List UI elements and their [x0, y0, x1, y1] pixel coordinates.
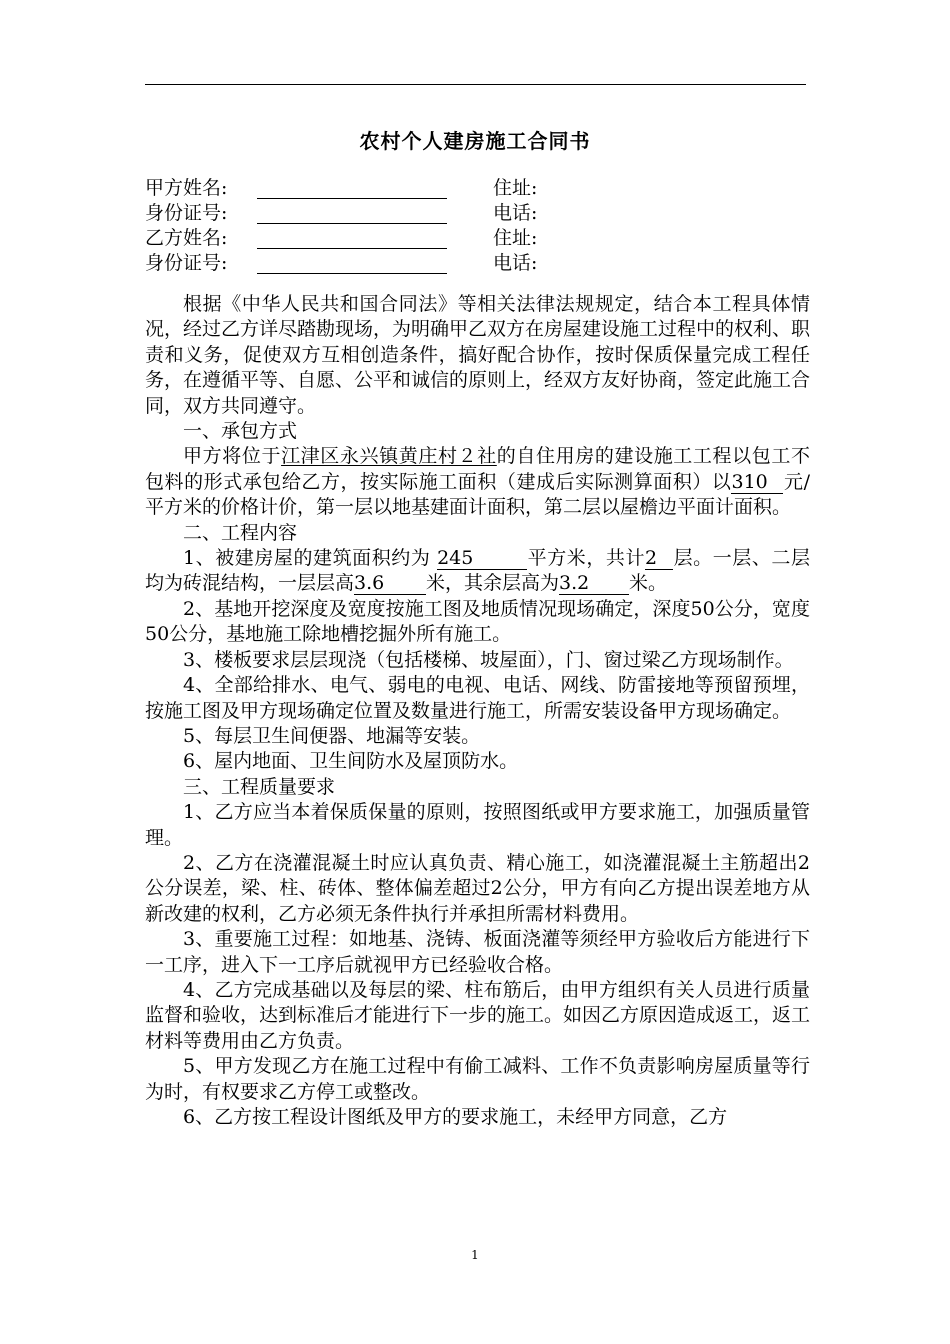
party-b-id-row	[145, 251, 745, 276]
s2-i1-text-d: 米，其余层高为	[426, 572, 560, 595]
section-2-item-4: 4、全部给排水、电气、弱电的电视、电话、网线、防雷接地等预留预埋，按施工图及甲方现场确定位置及数量进行施工，所需安装设备甲方现场确定。	[145, 674, 810, 722]
page-number: 1	[471, 1248, 479, 1262]
section-1-heading: 一、承包方式	[183, 420, 298, 443]
s1-text-c: 元/平方米的价格计价，第一层以地基建面计面积，第二层以屋檐边平面计面积。	[145, 470, 810, 519]
other-floor-height-value: 3.2	[559, 572, 629, 595]
party-b-phone-label: 电话:	[493, 252, 538, 274]
section-3-item-4: 4、乙方完成基础以及每层的梁、柱布筋后，由甲方组织有关人员进行质量监督和验收，达到标准后才能进行下一步的施工。如因乙方原因造成返工，返工材料等费用由乙方负责。	[145, 978, 811, 1052]
party-a-name-blank	[257, 198, 447, 199]
party-info-block	[145, 176, 745, 276]
section-2-item-6: 6、屋内地面、卫生间防水及屋顶防水。	[183, 750, 519, 773]
s2-i1-text-a: 1、被建房屋的建筑面积约为	[183, 547, 431, 570]
party-a-id-blank	[257, 223, 447, 224]
floor-count-value: 2	[645, 547, 673, 570]
project-location: 江津区永兴镇黄庄村２社	[281, 445, 497, 468]
section-2-item-1	[145, 546, 810, 597]
contract-body	[145, 292, 810, 1130]
party-b-address-label: 住址:	[493, 227, 538, 249]
section-2-item-5: 5、每层卫生间便器、地漏等安装。	[183, 724, 481, 747]
document-title: 农村个人建房施工合同书	[359, 129, 591, 153]
section-2-heading: 二、工程内容	[183, 521, 298, 544]
section-3-item-5: 5、甲方发现乙方在施工过程中有偷工减料、工作不负责影响房屋质量等行为时，有权要求乙方停工或整改。	[145, 1055, 810, 1103]
s2-i1-text-b: 平方米，共计	[527, 547, 646, 570]
party-b-id-blank	[257, 273, 447, 274]
s2-i1-text-c: 层。一层、二层均为砖混结构，一层层高	[145, 547, 810, 595]
party-a-name-row	[145, 176, 745, 201]
first-floor-height-value: 3.6	[354, 572, 426, 595]
party-a-id-label: 身份证号:	[145, 202, 228, 224]
party-b-id-label: 身份证号:	[145, 252, 228, 274]
building-area-value: 245	[437, 547, 527, 570]
unit-price-value: 310	[731, 471, 783, 494]
section-2-item-2: 2、基地开挖深度及宽度按施工图及地质情况现场确定，深度50公分，宽度50公分，基地施工除地槽挖掘外所有施工。	[145, 597, 810, 646]
section-3-item-2: 2、乙方在浇灌混凝土时应认真负责、精心施工，如浇灌混凝土主筋超出2公分误差，梁、柱、砖体、整体偏差超过2公分，甲方有向乙方提出误差地方从新改建的权利，乙方必须无条件执行并承担所需材料费用。	[145, 851, 810, 925]
intro-paragraph: 根据《中华人民共和国合同法》等相关法律法规规定，结合本工程具体情况，经过乙方详尽踏勘现场，为明确甲乙双方在房屋建设施工过程中的权利、职责和义务，促使双方互相创造条件，搞好配合协作，按时保质保量完成工程任务，在遵循平等、自愿、公平和诚信的原则上，经双方友好协商，签定此施工合同，双方共同遵守。	[145, 293, 811, 417]
party-a-id-row	[145, 201, 745, 226]
party-a-address-label: 住址:	[493, 177, 538, 199]
header-rule	[145, 84, 806, 85]
section-3-item-3: 3、重要施工过程：如地基、浇铸、板面浇灌等须经甲方验收后方能进行下一工序，进入下一工序后就视甲方已经验收合格。	[145, 928, 810, 976]
party-b-name-row	[145, 226, 745, 251]
section-1-paragraph	[145, 444, 810, 520]
section-3-item-1: 1、乙方应当本着保质保量的原则，按照图纸或甲方要求施工，加强质量管理。	[145, 801, 810, 849]
party-a-name-label: 甲方姓名:	[145, 177, 228, 199]
party-a-phone-label: 电话:	[493, 202, 538, 224]
party-b-name-label: 乙方姓名:	[145, 227, 228, 249]
section-3-item-6: 6、乙方按工程设计图纸及甲方的要求施工，未经甲方同意，乙方	[183, 1106, 728, 1128]
section-3-heading: 三、工程质量要求	[183, 775, 336, 798]
s1-text-a: 甲方将位于	[183, 445, 282, 468]
s1-text-b: 的自住用房的建设施工工程以包工不包料的形式承包给乙方，按实际施工面积（建成后实际测算面积）以	[145, 445, 810, 493]
party-b-name-blank	[257, 248, 447, 249]
section-2-item-3: 3、楼板要求层层现浇（包括楼梯、坡屋面），门、窗过梁乙方现场制作。	[183, 648, 794, 671]
s2-i1-text-e: 米。	[629, 572, 668, 595]
